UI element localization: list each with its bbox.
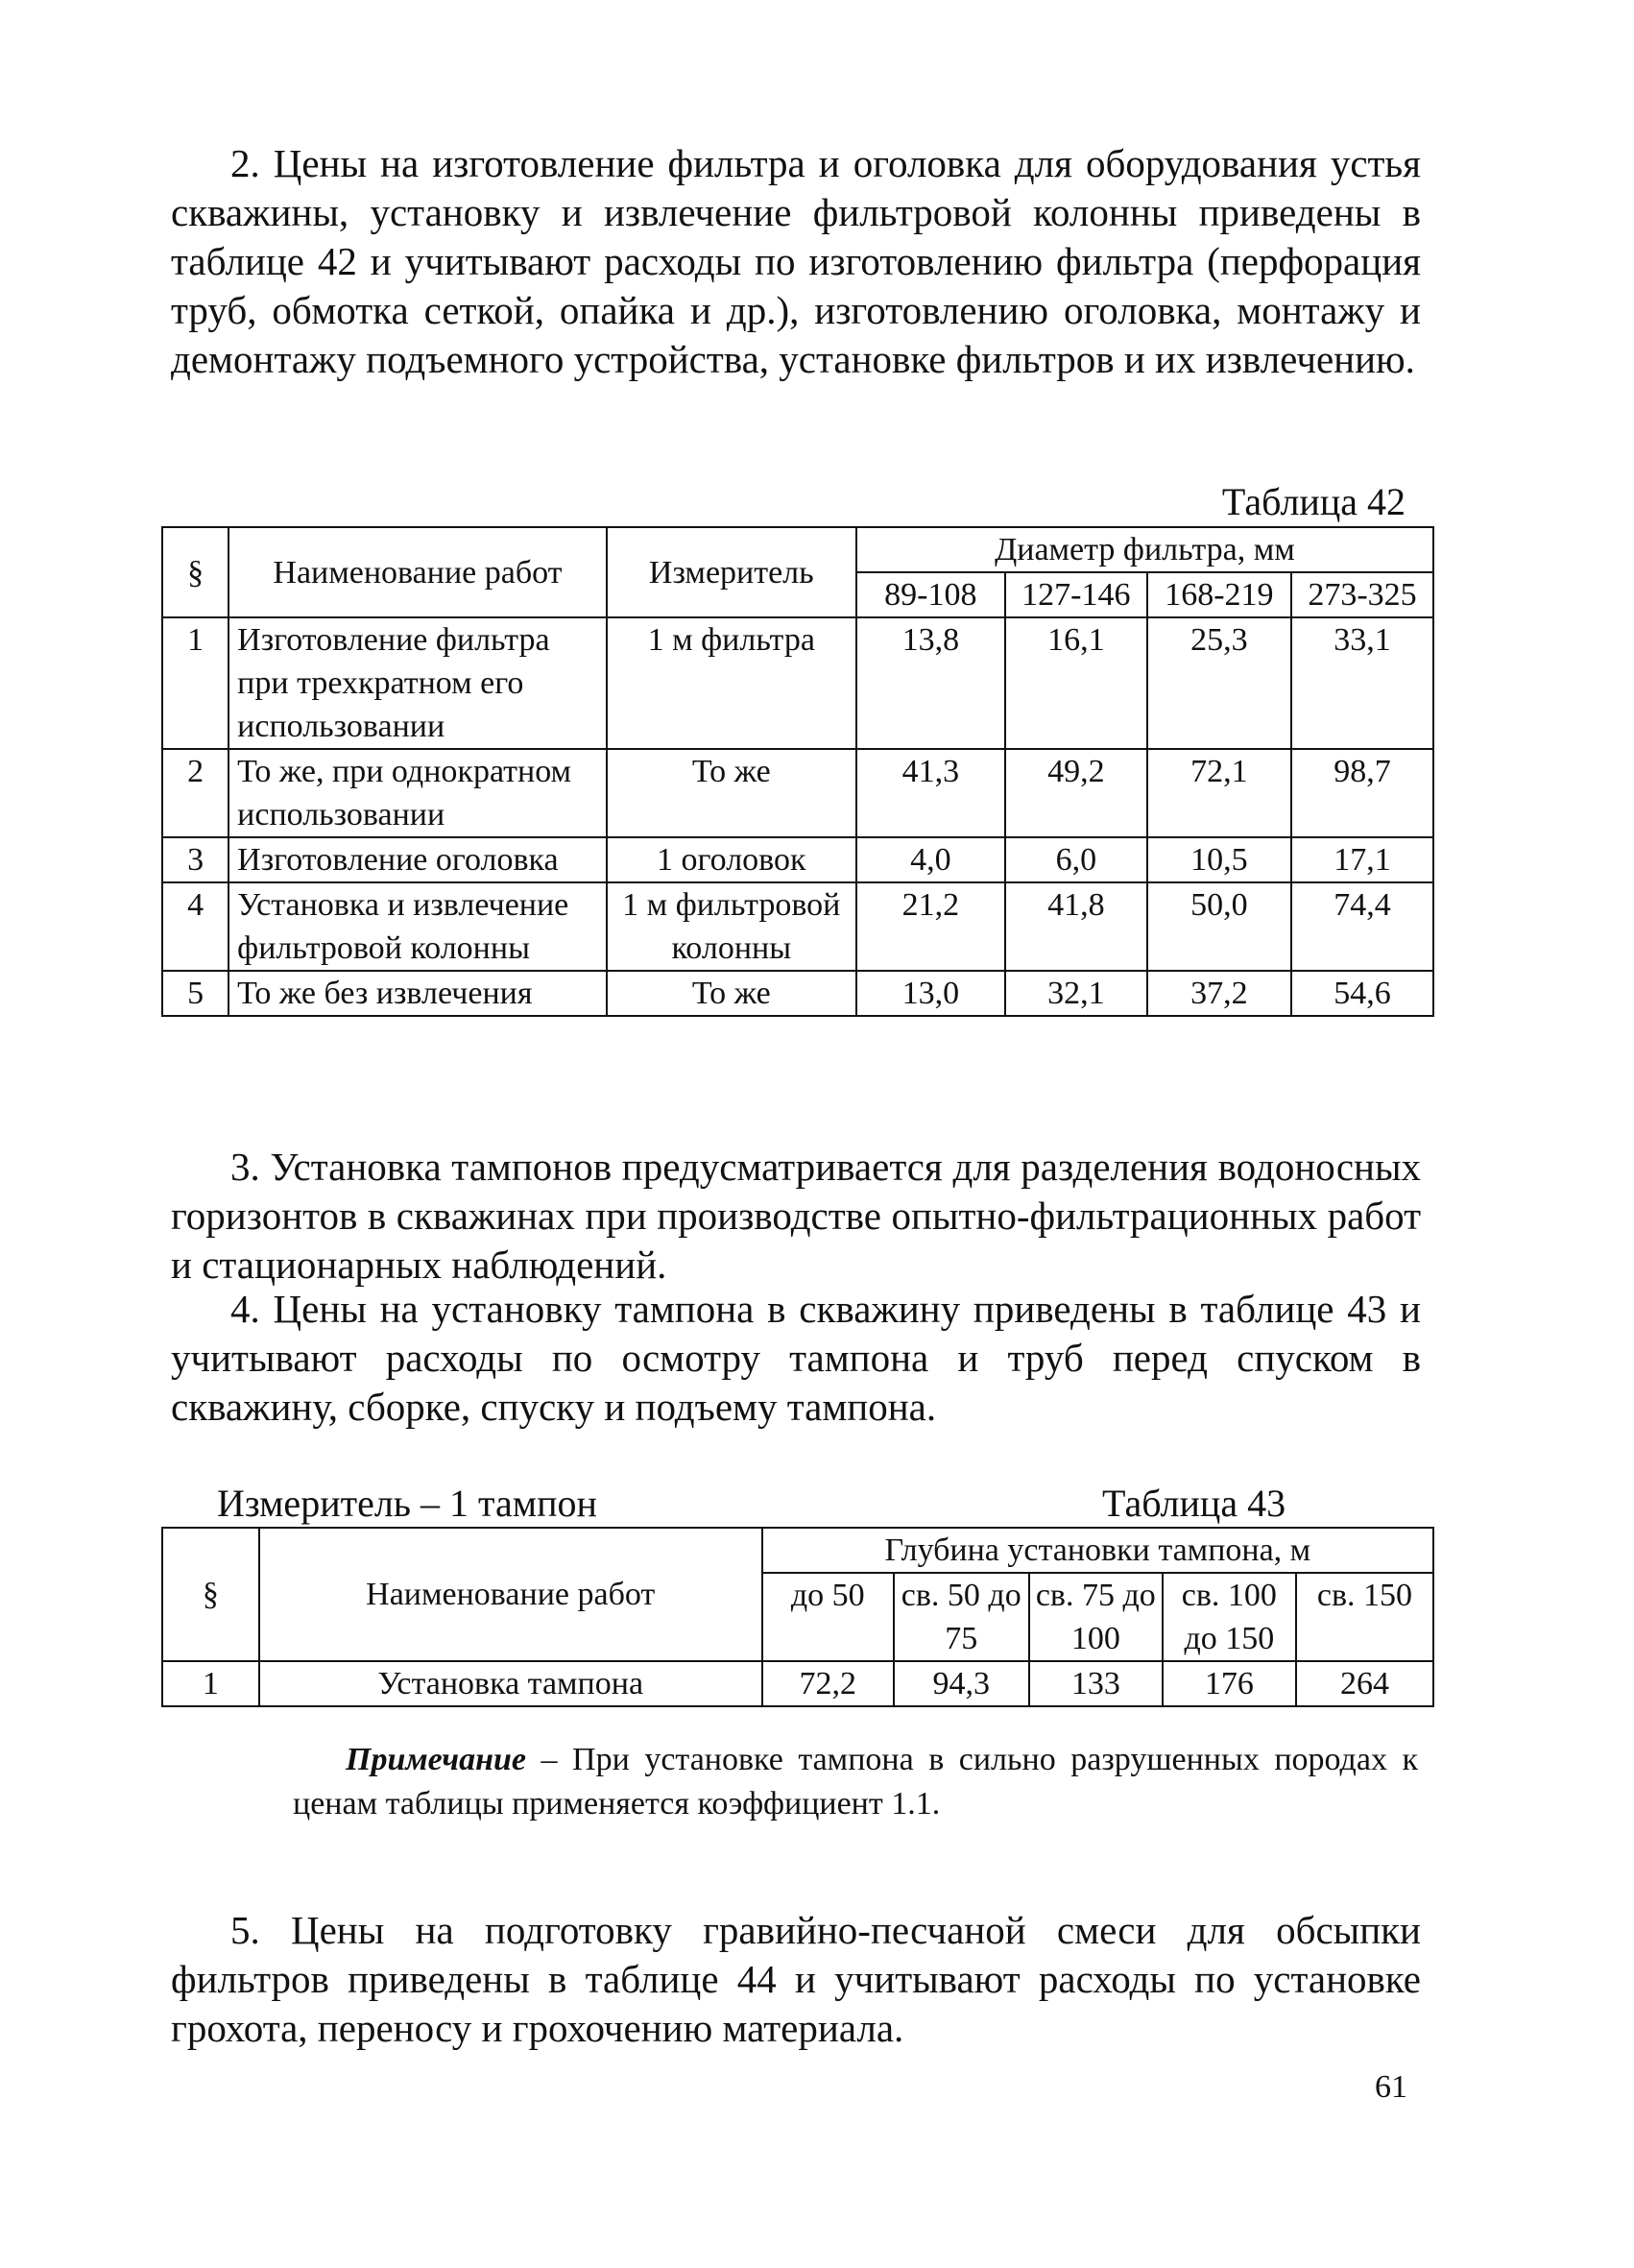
- table-43: [161, 1527, 1434, 1707]
- row-value: 13,0: [856, 971, 1005, 1016]
- table-42-caption: Таблица 42: [1221, 480, 1406, 523]
- row-number: 2: [162, 749, 228, 837]
- header-diameter: 168-219: [1147, 572, 1291, 617]
- table-43-measure: Измеритель – 1 тампон: [217, 1482, 597, 1525]
- table-42: [161, 526, 1434, 1017]
- table-row: [162, 1661, 1433, 1706]
- table-row: [162, 837, 1433, 882]
- paragraph-5: 5. Цены на подготовку гравийно-песчаной смеси для обсыпки фильтров приведены в таблице 44 и учитывают расходы по установке грохота, переносу и грохочению материала.: [171, 1908, 1421, 2050]
- table-row: [162, 971, 1433, 1016]
- header-depth: св. 50 до 75: [894, 1573, 1029, 1661]
- row-name: Изготовление оголовка: [228, 837, 607, 882]
- row-value: 25,3: [1147, 617, 1291, 749]
- row-unit: 1 м фильтровой колонны: [607, 882, 856, 971]
- table-row: [162, 617, 1433, 749]
- row-name: Установка и извлечение фильтровой колонны: [228, 882, 607, 971]
- row-value: 133: [1029, 1661, 1163, 1706]
- row-value: 17,1: [1291, 837, 1433, 882]
- row-unit: То же: [607, 971, 856, 1016]
- row-number: 4: [162, 882, 228, 971]
- row-value: 6,0: [1005, 837, 1147, 882]
- row-value: 74,4: [1291, 882, 1433, 971]
- table-row: [162, 882, 1433, 971]
- row-value: 4,0: [856, 837, 1005, 882]
- row-value: 41,3: [856, 749, 1005, 837]
- row-number: 5: [162, 971, 228, 1016]
- table-43-caption: Таблица 43: [1102, 1482, 1286, 1525]
- row-value: 50,0: [1147, 882, 1291, 971]
- header-diameter: 127-146: [1005, 572, 1147, 617]
- header-name: Наименование работ: [228, 527, 607, 617]
- row-name: То же, при однократном использовании: [228, 749, 607, 837]
- row-name: Изготовление фильтра при трехкратном его использовании: [228, 617, 607, 749]
- row-unit: 1 оголовок: [607, 837, 856, 882]
- row-value: 13,8: [856, 617, 1005, 749]
- row-name: То же без извлечения: [228, 971, 607, 1016]
- paragraph-4: 4. Цены на установку тампона в скважину приведены в таблице 43 и учитывают расходы по осмотру тампона и труб перед спуском в скважину, сборке, спуску и подъему тампона.: [171, 1287, 1421, 1429]
- row-value: 72,1: [1147, 749, 1291, 837]
- row-value: 264: [1296, 1661, 1433, 1706]
- row-value: 37,2: [1147, 971, 1291, 1016]
- row-value: 54,6: [1291, 971, 1433, 1016]
- header-section: §: [162, 527, 228, 617]
- header-diameter: 273-325: [1291, 572, 1433, 617]
- header-name: Наименование работ: [259, 1528, 762, 1661]
- row-value: 72,2: [762, 1661, 894, 1706]
- header-diameter: 89-108: [856, 572, 1005, 617]
- row-value: 94,3: [894, 1661, 1029, 1706]
- page-number: 61: [1375, 2069, 1407, 2105]
- table-note: [293, 1738, 1418, 1826]
- header-depth: св. 150: [1296, 1573, 1433, 1661]
- paragraph-3: 3. Установка тампонов предусматривается для разделения водоносных горизонтов в скважинах при производстве опытно-фильтрационных работ и стационарных наблюдений.: [171, 1145, 1421, 1287]
- row-value: 10,5: [1147, 837, 1291, 882]
- table-43-header-row: [162, 1528, 1433, 1573]
- header-section: §: [162, 1528, 259, 1661]
- header-unit: Измеритель: [607, 527, 856, 617]
- row-value: 49,2: [1005, 749, 1147, 837]
- header-depth-group: Глубина установки тампона, м: [762, 1528, 1433, 1573]
- row-number: 1: [162, 1661, 259, 1706]
- row-value: 176: [1163, 1661, 1296, 1706]
- row-unit: 1 м фильтра: [607, 617, 856, 749]
- row-value: 41,8: [1005, 882, 1147, 971]
- row-name: Установка тампона: [259, 1661, 762, 1706]
- table-42-header-row: [162, 527, 1433, 572]
- note-text: – При установке тампона в сильно разрушенных породах к ценам таблицы применяется коэффициент 1.1.: [293, 1742, 1418, 1822]
- paragraph-2: 2. Цены на изготовление фильтра и оголовка для оборудования устья скважины, установку и извлечение фильтровой колонны приведены в таблице 42 и учитывают расходы по изготовлению фильтра (перфорация труб, обмотка сеткой, опайка и др.), изготовлению оголовка, монтажу и демонтажу подъемного устройства, установке фильтров и их извлечению.: [171, 141, 1421, 381]
- table-row: [162, 749, 1433, 837]
- header-depth: св. 100 до 150: [1163, 1573, 1296, 1661]
- row-number: 3: [162, 837, 228, 882]
- row-value: 32,1: [1005, 971, 1147, 1016]
- row-value: 16,1: [1005, 617, 1147, 749]
- header-depth: св. 75 до 100: [1029, 1573, 1163, 1661]
- row-value: 21,2: [856, 882, 1005, 971]
- row-value: 33,1: [1291, 617, 1433, 749]
- row-value: 98,7: [1291, 749, 1433, 837]
- header-depth: до 50: [762, 1573, 894, 1661]
- header-diameter-group: Диаметр фильтра, мм: [856, 527, 1433, 572]
- row-unit: То же: [607, 749, 856, 837]
- note-label: Примечание: [346, 1742, 527, 1777]
- row-number: 1: [162, 617, 228, 749]
